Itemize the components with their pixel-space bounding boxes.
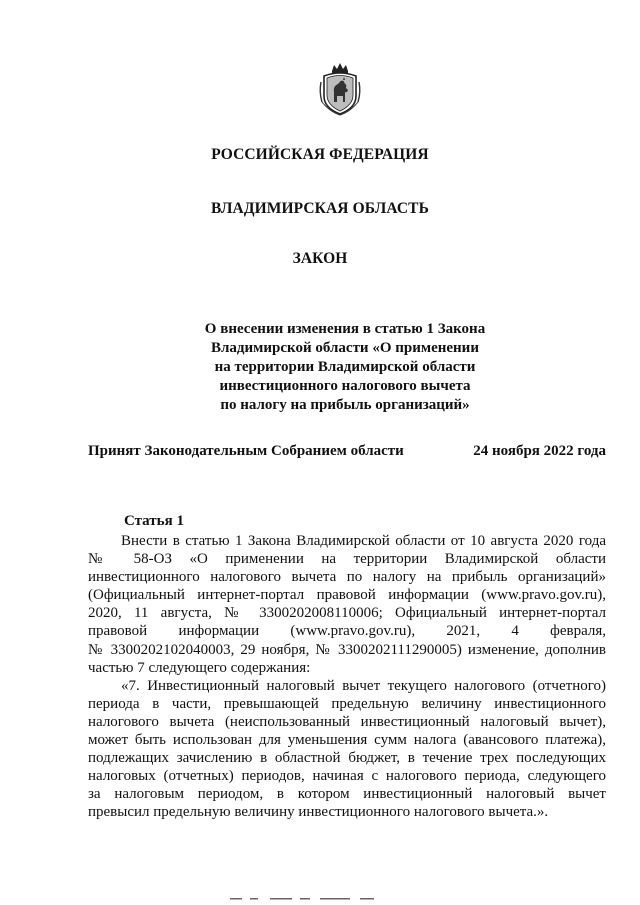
law-title-line: Владимирской области «О применении: [211, 340, 479, 356]
article-line: за налоговым периодом, в котором инвестиционный налоговый вычет: [88, 786, 606, 803]
article-line: 2020, 11 августа, № 3300202008110006; Официальный интернет-портал: [88, 605, 606, 622]
article-line: может быть использован для уменьшения сумм налога (авансового платежа),: [88, 732, 606, 749]
law-title: [140, 320, 550, 415]
article-line: Внести в статью 1 Закона Владимирской области от 10 августа 2020 года: [121, 533, 606, 549]
article-body: [88, 532, 606, 822]
scan-artifact: [230, 897, 390, 901]
article-line: (Официальный интернет-портал правовой информации (www.pravo.gov.ru),: [88, 587, 606, 604]
article-line: № 58-ОЗ «О применении на территории Владимирской области: [88, 551, 606, 568]
law-title-line: на территории Владимирской области: [214, 359, 476, 375]
country-heading: РОССИЙСКАЯ ФЕДЕРАЦИЯ: [211, 146, 429, 163]
article-line: налоговых (отчетных) периодов, начиная с налогового периода, следующего: [88, 768, 606, 785]
adoption-line: [88, 443, 606, 463]
article-line: «7. Инвестиционный налоговый вычет текущего налогового (отчетного): [121, 677, 606, 694]
article-line: подлежащих зачислению в областной бюджет, в течение трех последующих: [88, 750, 606, 767]
law-title-line: О внесении изменения в статью 1 Закона: [204, 321, 486, 337]
article-heading: Статья 1: [124, 513, 184, 529]
region-heading: ВЛАДИМИРСКАЯ ОБЛАСТЬ: [211, 200, 429, 217]
adoption-date: 24 ноября 2022 года: [473, 443, 606, 459]
article-line: № 3300202102040003, 29 ноября, № 3300202111290005) изменение, дополнив: [88, 641, 606, 658]
law-title-line: инвестиционного налогового вычета: [219, 378, 471, 394]
article-line: частью 7 следующего содержания:: [88, 659, 311, 676]
coat-of-arms-icon: [318, 62, 362, 116]
article-line: инвестиционного налогового вычета по налогу на прибыль организаций»: [88, 569, 606, 586]
article-line: налогового вычета (неиспользованный инвестиционный налоговый вычет),: [88, 713, 606, 730]
adopted-by: Принят Законодательным Собранием области: [88, 443, 404, 459]
article-line: превысил предельную величину инвестиционного налогового вычета.».: [88, 804, 549, 821]
document-type-heading: ЗАКОН: [292, 250, 348, 267]
article-line: правовой информации (www.pravo.gov.ru), 2021, 4 февраля,: [88, 623, 606, 640]
article-line: периода в части, превышающей предельную величину инвестиционного: [88, 695, 606, 712]
law-title-line: по налогу на прибыль организаций»: [220, 397, 470, 413]
